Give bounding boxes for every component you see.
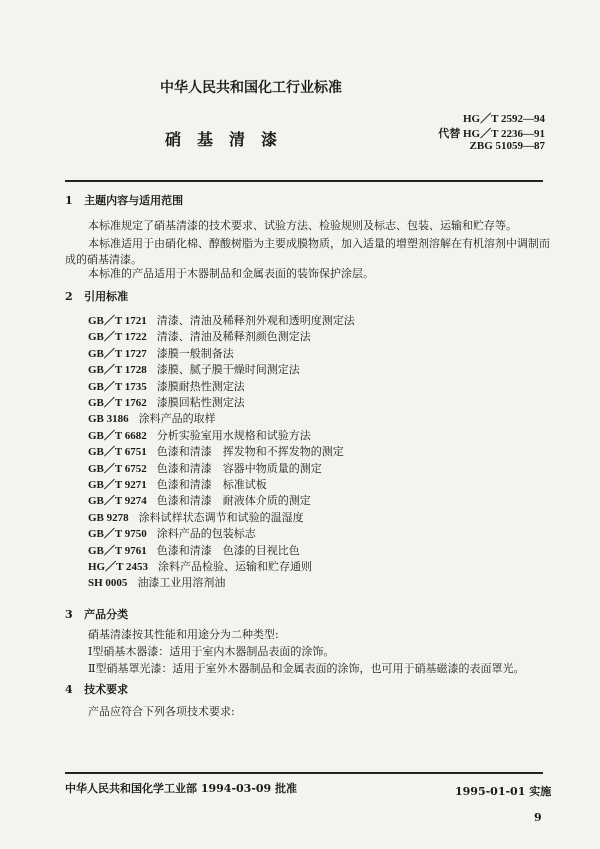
reference-item: [88, 460, 322, 476]
reference-title: 漆膜一般制备法: [156, 346, 234, 360]
paragraph-line: Ⅰ型硝基木器漆：适用于室内木器制品表面的涂饰。: [88, 645, 335, 658]
reference-item: [88, 410, 216, 426]
issuing-org: 中华人民共和国化工行业标准: [160, 80, 342, 96]
standard-code: HG／T 2592—94: [462, 113, 545, 125]
reference-code: GB／T 1762: [88, 397, 147, 409]
section-heading: 1 主题内容与适用范围: [65, 194, 184, 207]
reference-item: [88, 509, 304, 525]
reference-code: SH 0005: [88, 577, 128, 590]
reference-item: [88, 378, 245, 394]
reference-code: GB／T 6752: [88, 462, 147, 475]
effective-date: 1995-01-01 实施: [455, 785, 552, 798]
reference-title: 色漆和清漆 标准试板: [156, 478, 267, 491]
reference-title: 涂料产品的包装标志: [156, 527, 256, 541]
footer-rule: [65, 772, 543, 774]
reference-item: [88, 345, 234, 361]
reference-title: 漆膜、腻子膜干燥时间测定法: [156, 363, 300, 377]
paragraph-line: 本标准适用于由硝化棉、醇酸树脂为主要成膜物质，加入适量的增塑剂溶解在有机溶剂中调制而: [88, 237, 550, 250]
page-number: 9: [534, 811, 542, 824]
reference-title: 涂料试样状态调节和试验的温湿度: [138, 510, 304, 524]
approval-note: 中华人民共和国化学工业部 1994-03-09 批准: [65, 782, 298, 795]
reference-title: 色漆和清漆 容器中物质量的测定: [156, 461, 322, 475]
reference-item: [88, 361, 300, 377]
reference-title: 漆膜耐热性测定法: [156, 379, 245, 393]
reference-title: 漆膜回粘性测定法: [156, 396, 245, 409]
reference-code: GB／T 1735: [88, 380, 147, 393]
paragraph-line: 硝基清漆按其性能和用途分为二种类型:: [88, 628, 279, 641]
reference-code: GB／T 6682: [88, 429, 147, 442]
reference-title: 分析实验室用水规格和试验方法: [156, 428, 311, 442]
reference-title: 油漆工业用溶剂油: [137, 576, 226, 590]
reference-item: [88, 558, 312, 574]
reference-code: GB／T 1721: [88, 315, 147, 327]
reference-code: GB／T 1728: [88, 364, 147, 377]
reference-title: 清漆、清油及稀释剂颜色测定法: [156, 330, 311, 344]
reference-code: GB／T 9750: [88, 528, 147, 541]
paragraph-line: 本标准规定了硝基清漆的技术要求、试验方法、检验规则及标志、包装、运输和贮存等。: [88, 219, 517, 232]
paragraph-line: 本标准的产品适用于木器制品和金属表面的装饰保护涂层。: [88, 267, 374, 280]
paragraph-line: Ⅱ型硝基罩光漆：适用于室外木器制品和金属表面的涂饰，也可用于硝基磁漆的表面罩光。: [88, 662, 525, 675]
reference-code: GB／T 1727: [88, 347, 147, 360]
replaces-code: 代替 HG／T 2236—91: [438, 128, 545, 140]
reference-item: [88, 542, 300, 558]
reference-code: GB／T 1722: [88, 331, 147, 344]
reference-item: [88, 427, 311, 443]
reference-item: [88, 492, 311, 508]
document-title: 硝 基 清 漆: [165, 130, 278, 149]
reference-item: [88, 574, 225, 590]
replaces-code: ZBG 51059—87: [469, 140, 545, 152]
section-heading: 3 产品分类: [65, 608, 129, 621]
reference-code: GB／T 9274: [88, 495, 147, 508]
reference-code: GB／T 9271: [88, 479, 147, 491]
reference-item: [88, 312, 355, 328]
reference-code: GB 3186: [88, 413, 129, 426]
reference-code: GB 9278: [88, 511, 129, 524]
section-heading: 2 引用标准: [65, 290, 129, 303]
reference-code: GB／T 6751: [88, 446, 147, 459]
reference-title: 涂料产品检验、运输和贮存通则: [158, 560, 313, 573]
reference-title: 清漆、清油及稀释剂外观和透明度测定法: [156, 314, 355, 327]
paragraph-line: 成的硝基清漆。: [65, 253, 142, 266]
reference-title: 涂料产品的取样: [138, 412, 216, 426]
reference-item: [88, 443, 344, 459]
reference-item: [88, 476, 267, 492]
reference-code: HG／T 2453: [88, 561, 149, 573]
header-rule: [65, 180, 543, 182]
section-heading: 4 技术要求: [65, 683, 129, 696]
reference-title: 色漆和清漆 色漆的目视比色: [156, 543, 300, 557]
reference-item: [88, 525, 256, 541]
reference-title: 色漆和清漆 挥发物和不挥发物的测定: [156, 445, 344, 459]
reference-title: 色漆和清漆 耐液体介质的测定: [156, 494, 311, 508]
reference-item: [88, 394, 245, 410]
paragraph-line: 产品应符合下列各项技术要求:: [88, 705, 235, 718]
reference-code: GB／T 9761: [88, 544, 147, 557]
reference-item: [88, 328, 311, 344]
